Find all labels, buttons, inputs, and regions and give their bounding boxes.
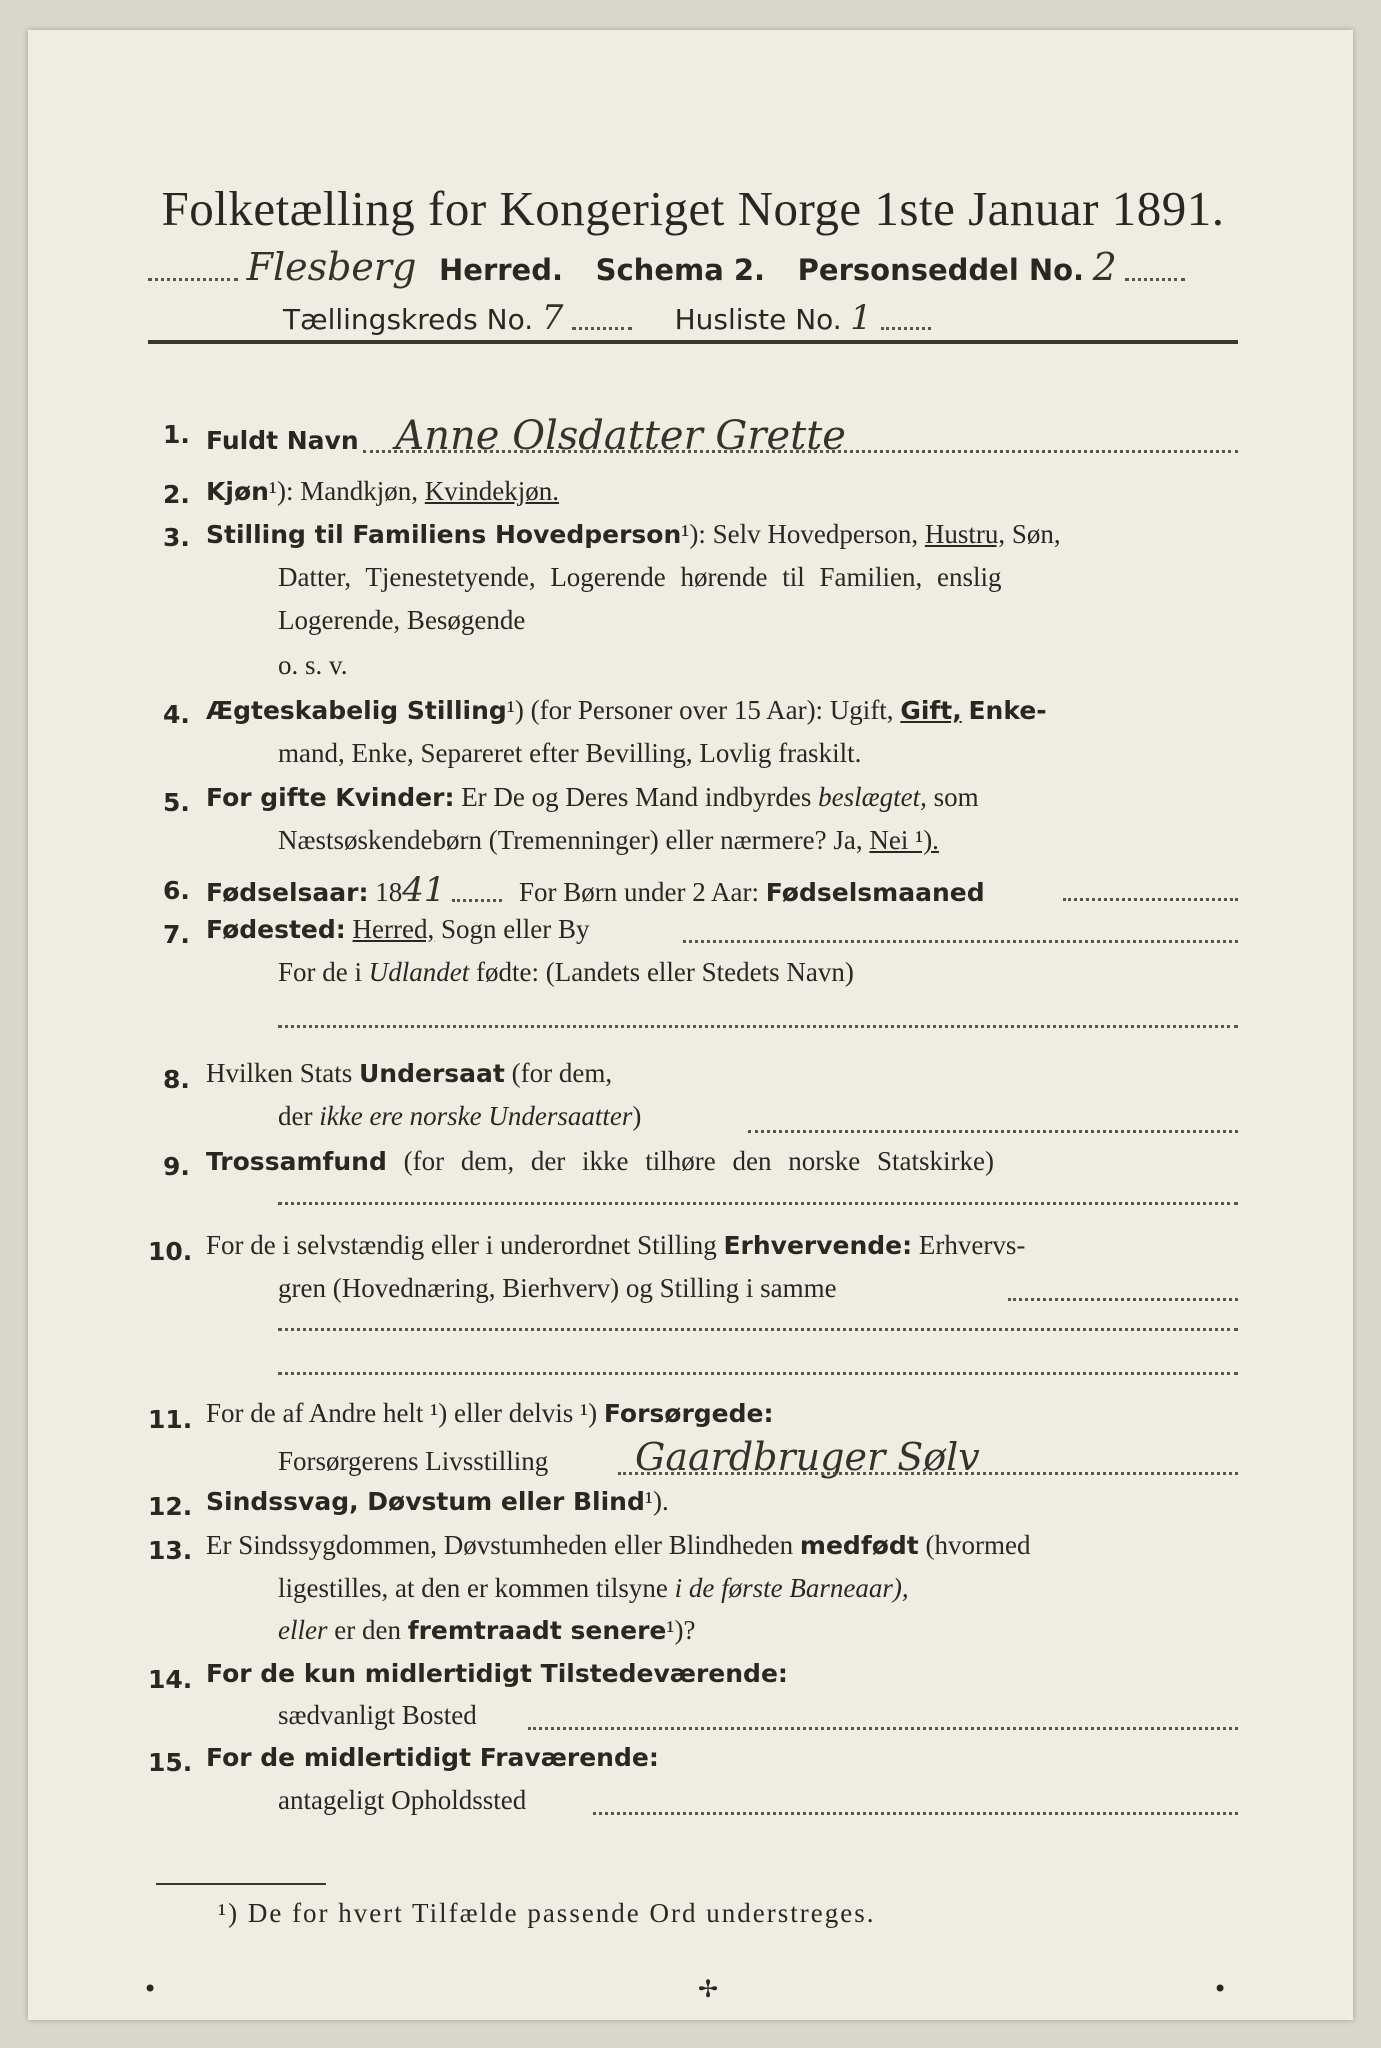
item-4-line-1 xyxy=(206,695,1047,726)
personseddel-value: 2 xyxy=(1092,245,1117,289)
dotted-leader xyxy=(572,326,632,330)
schema-label: Schema 2. xyxy=(595,253,766,287)
option-herred: Herred, xyxy=(352,914,435,944)
corner-mark-left: • xyxy=(143,1975,158,2003)
birth-month-label: Fødselsmaaned xyxy=(765,878,985,907)
item-number-10: 10. xyxy=(148,1237,193,1266)
footnote: ¹) De for hvert Tilfælde passende Ord understreges. xyxy=(218,1898,876,1928)
husliste-value: 1 xyxy=(850,298,872,338)
item-number-9: 9. xyxy=(163,1152,190,1181)
kreds-value: 7 xyxy=(541,298,564,338)
dotted-leader xyxy=(1125,277,1185,281)
abroad-text-a: For de i xyxy=(278,957,362,987)
abroad-text-b: Udlandet xyxy=(368,957,470,987)
occupation-dotline-2 xyxy=(278,1328,1238,1331)
option-widower: Enke- xyxy=(968,696,1047,725)
item-9 xyxy=(206,1146,994,1177)
item-7-line-1 xyxy=(206,914,589,945)
temporary-absent-label: For de midlertidigt Fraværende: xyxy=(206,1743,659,1772)
item-3-line-2: Datter, Tjenestetyende, Logerende hørende til Familien, enslig xyxy=(278,562,1002,592)
congenital-er-den: er den xyxy=(334,1615,401,1645)
option-married: Gift, xyxy=(900,696,962,725)
item-number-7: 7. xyxy=(163,920,190,949)
supported-text: For de af Andre helt ¹) eller delvis ¹) xyxy=(206,1398,598,1428)
birthplace-dotline xyxy=(683,940,1238,943)
family-position-label: Stilling til Familiens Hovedperson xyxy=(206,520,682,549)
full-name-label: Fuldt Navn xyxy=(206,426,359,455)
dotted-leader xyxy=(881,326,931,330)
corner-mark-right: • xyxy=(1213,1975,1228,2003)
item-15-line-1 xyxy=(206,1742,659,1773)
center-mark: ✢ xyxy=(698,1975,719,2003)
congenital-label: medfødt xyxy=(799,1531,919,1560)
item-6 xyxy=(206,870,985,910)
item-3-line-1 xyxy=(206,519,1061,550)
footnote-ref: ¹). xyxy=(644,1486,669,1516)
item-13-line-2 xyxy=(278,1573,909,1604)
option-wife: Hustru, xyxy=(924,519,1006,549)
item-number-15: 15. xyxy=(148,1748,193,1777)
supported-label: Forsørgede: xyxy=(603,1399,774,1428)
footnote-ref: ¹): xyxy=(268,476,294,506)
provider-dotline xyxy=(618,1472,1238,1475)
option-head: Selv Hovedperson, xyxy=(712,519,919,549)
birth-month-dotline xyxy=(1063,898,1238,901)
temporary-present-label: For de kun midlertidigt Tilstedeværende: xyxy=(206,1659,788,1688)
sex-option-male: Mandkjøn, xyxy=(300,476,419,506)
disability-label: Sindssvag, Døvstum eller Blind xyxy=(206,1487,645,1516)
abroad-text-c: fødte: (Landets eller Stedets Navn) xyxy=(476,957,854,987)
kinship-question: Er De og Deres Mand indbyrdes xyxy=(461,782,812,812)
herred-value: Flesberg xyxy=(246,245,417,289)
item-number-11: 11. xyxy=(148,1405,193,1434)
religion-note: (for dem, der ikke tilhøre den norske Statskirke) xyxy=(403,1146,994,1176)
item-number-13: 13. xyxy=(148,1536,193,1565)
citizenship-word: Undersaat xyxy=(359,1059,505,1088)
footnote-ref: ¹): xyxy=(681,519,706,549)
personseddel-label: Personseddel No. xyxy=(797,253,1085,287)
item-2 xyxy=(206,476,559,507)
item-number-5: 5. xyxy=(163,788,190,817)
occupation-dotline-1 xyxy=(1008,1298,1238,1301)
full-name-value: Anne Olsdatter Grette xyxy=(395,413,846,459)
item-10-line-2: gren (Hovednæring, Bierhverv) og Stilling i samme xyxy=(278,1273,837,1303)
birthplace-options: Sogn eller By xyxy=(440,914,590,944)
husliste-label: Husliste No. xyxy=(674,303,842,336)
citizenship-text-a: der xyxy=(278,1101,313,1131)
item-5-line-1 xyxy=(206,782,979,813)
marital-status-label: Ægteskabelig Stilling xyxy=(206,696,507,725)
citizenship-note: (for dem, xyxy=(511,1058,613,1088)
item-15-line-2: antageligt Opholdssted xyxy=(278,1785,527,1815)
birth-year-value: 41 xyxy=(402,870,446,910)
kinship-som: som xyxy=(933,782,979,812)
item-7-line-2 xyxy=(278,957,854,988)
footnote-rule xyxy=(156,1883,326,1885)
item-number-3: 3. xyxy=(163,523,190,552)
item-8-line-2: der ikke ere norske Undersaatter) xyxy=(278,1101,642,1131)
census-form-sheet xyxy=(28,30,1353,2020)
congenital-text-b: (hvormed xyxy=(925,1530,1031,1560)
provider-label: Forsørgerens Livsstilling xyxy=(278,1446,549,1476)
item-number-4: 4. xyxy=(163,700,190,729)
birth-year-prefix: 18 xyxy=(375,877,403,907)
item-number-12: 12. xyxy=(148,1492,193,1521)
congenital-text: Er Sindssygdommen, Døvstumheden eller Blindheden xyxy=(206,1530,794,1560)
whereabouts-dotline xyxy=(593,1812,1238,1815)
item-5-line-2 xyxy=(278,825,939,856)
item-number-2: 2. xyxy=(163,480,190,509)
citizenship-label: Hvilken Stats xyxy=(206,1058,353,1088)
option-son: Søn, xyxy=(1011,519,1061,549)
full-name-dotline xyxy=(363,450,1238,453)
congenital-text-d: i de første Barneaar), xyxy=(674,1573,909,1603)
sex-label: Kjøn xyxy=(206,477,269,506)
item-4-line-2: mand, Enke, Separeret efter Bevilling, Lovlig fraskilt. xyxy=(278,738,862,768)
congenital-text-c: ligestilles, at den er kommen tilsyne xyxy=(278,1573,668,1603)
item-3-line-3: Logerende, Besøgende xyxy=(278,605,526,635)
item-13-line-1 xyxy=(206,1530,1030,1561)
header-rule xyxy=(148,340,1238,344)
option-no: Nei ¹). xyxy=(869,825,939,855)
item-12 xyxy=(206,1486,669,1517)
item-3-line-4: o. s. v. xyxy=(278,650,348,680)
sex-option-female: Kvindekjøn. xyxy=(424,476,560,506)
cousins-question: Næstsøskendebørn (Tremenninger) eller nærmere? Ja, xyxy=(278,825,863,855)
citizenship-text-b: ikke ere norske Undersaatter xyxy=(319,1101,633,1131)
religion-label: Trossamfund xyxy=(206,1147,387,1176)
kreds-label: Tællingskreds No. xyxy=(283,303,534,336)
form-title: Folketælling for Kongeriget Norge 1ste Januar 1891. xyxy=(161,181,1225,236)
residence-dotline xyxy=(528,1727,1238,1730)
item-number-14: 14. xyxy=(148,1665,193,1694)
later-label: fremtraadt senere xyxy=(407,1616,667,1645)
birthplace-label: Fødested: xyxy=(206,915,346,944)
item-number-6: 6. xyxy=(163,876,190,905)
married-women-label: For gifte Kvinder: xyxy=(206,783,455,812)
citizenship-dotline xyxy=(748,1130,1238,1133)
occupation-text-b: Erhvervs- xyxy=(918,1230,1026,1260)
provider-value: Gaardbruger Sølv xyxy=(635,1435,980,1479)
infants-label: For Børn under 2 Aar: xyxy=(519,877,759,907)
item-number-8: 8. xyxy=(163,1065,190,1094)
marital-text: ¹) (for Personer over 15 Aar): Ugift, xyxy=(506,695,894,725)
item-number-1: 1. xyxy=(163,420,190,449)
abroad-dotline xyxy=(278,1025,1238,1028)
item-10-line-1 xyxy=(206,1230,1025,1261)
occupation-dotline-3 xyxy=(278,1372,1238,1375)
birth-year-label: Fødselsaar: xyxy=(206,878,369,907)
occupation-text: For de i selvstændig eller i underordnet Stilling xyxy=(206,1230,717,1260)
footnote-ref: ¹)? xyxy=(666,1615,696,1645)
item-11-line-1 xyxy=(206,1398,773,1429)
herred-label: Herred. xyxy=(439,253,563,287)
dotted-leader xyxy=(148,277,238,281)
dotted-leader xyxy=(452,898,502,902)
item-8-line-1 xyxy=(206,1058,612,1089)
religion-dotline xyxy=(278,1202,1238,1205)
herred-line xyxy=(148,245,1185,289)
occupation-label: Erhvervende: xyxy=(723,1231,913,1260)
congenital-eller: eller xyxy=(278,1615,328,1645)
item-14-line-2: sædvanligt Bosted xyxy=(278,1700,477,1730)
kinship-word: beslægtet, xyxy=(818,782,927,812)
item-14-line-1 xyxy=(206,1658,788,1689)
item-13-line-3 xyxy=(278,1615,695,1646)
kreds-line xyxy=(283,298,931,338)
